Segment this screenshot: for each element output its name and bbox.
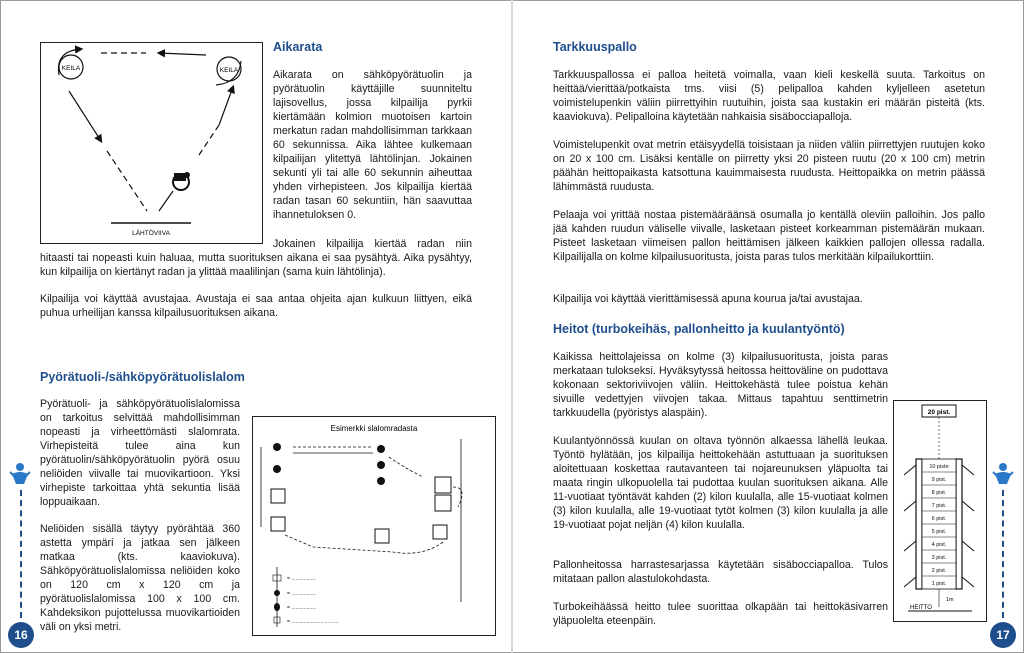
heitot-paragraph-4: Turbokeihäässä heitto tulee suorittaa olkapään tai heittokäsivarren yläpuolelta eteenpäin. <box>553 601 888 627</box>
tarkkuuspallo-scoring-diagram <box>893 400 987 622</box>
score-row-3: 3 pist. <box>931 555 947 561</box>
score-row-2: 2 pist. <box>931 568 947 574</box>
legend <box>273 567 339 627</box>
aikarata-paragraph-2: Jokainen kilpailija kiertää radan niin hitaasti tai nopeasti kuin haluaa, mutta suorituksen aikana ei saa pysähtyä. Aika pysähtyy, kun kilpailija on kiertänyt radan ja ylittää maalilinjan (sama kuin lähtölinja). <box>40 238 472 278</box>
wheelchair-icon <box>173 172 190 190</box>
slalom-paragraph-2: Neliöiden sisällä täytyy pyörähtää 360 astetta ympäri ja jatkaa sen jälkeen matkaa (kts. kaaviokuva). Sähköpyörätuolislalomissa neliöiden koko on 120 cm x 120 cm ja pyörätuolislalomissa 100 x 100 cm. Kahdeksikon pujottelussa muovikartioiden väli on yksi metri. <box>40 523 240 633</box>
aikarata-heading: Aikarata <box>273 40 323 54</box>
slalom-course-svg <box>253 417 495 635</box>
legend-item-2: = .................. <box>287 591 317 597</box>
aikarata-paragraph-3: Kilpailija voi käyttää avustajaa. Avustaja ei saa antaa ohjeita ajan kulkuun liittyen, eikä puhua urheilijan kanssa kilpailusuorituksen aikana. <box>40 293 472 319</box>
legend-item-3: = .................. <box>287 605 317 611</box>
score-row-9: 9 pist. <box>931 477 947 483</box>
score-row-6: 6 pist. <box>931 516 947 522</box>
score-row-1: 1 pist. <box>931 581 947 587</box>
association-logo-icon <box>8 460 32 486</box>
distance-label: 1m <box>946 597 954 603</box>
heitot-paragraph-2: Kuulantyönnössä kuulan on oltava työnnön alkaessa lähellä leukaa. Työntö hylätään, jos kilpailija heittokehään astuttuaan ja suorituksen aloitettuaan koskettaa rautavanteen tai nojareunuksen yläpuolta tai maata ringin ulkopuolella tai pudottaa kuulan suorituksen aikana. Alle 11-vuotiaat työntävät kahden (2) kilon kuulalla, alle 15-vuotiaat kolmen (3) kilon kuulalla, alle 19-vuotiaat tytöt kolmen (3) kilon kuulalla ja alle 19-vuotiaat pojat neljän (4) kilon kuulalla. <box>553 435 888 531</box>
aikarata-triangle-svg <box>41 43 262 243</box>
score-top-label: 20 pist. <box>927 409 951 416</box>
scoring-grid-svg <box>894 401 986 621</box>
page-gutter <box>511 0 513 653</box>
aikarata-paragraph-1: Aikarata on sähköpyörätuolin ja pyörätuolin käyttäjille suunniteltu lajisovellus, jossa kilpailija pyrkii kiertämään kolmion muotoisen kartoin merkatun radan mahdollisimman tarkkaan 60 sekunnissa. Aika lähtee kulkemaan kilpailijan ylitettyä lähtölinjan. Jokainen sekunti yli tai alle 60 sekunnin aiheuttaa yhden virhepisteen. Jos kilpailija kiertää radan tasan 60 sekuntiin, hän saavuttaa ihannetuloksen 0. <box>273 69 472 221</box>
tarkkuuspallo-paragraph-4: Kilpailija voi käyttää vierittämisessä apuna kourua ja/tai avustajaa. <box>553 293 863 305</box>
tarkkuuspallo-paragraph-3: Pelaaja voi yrittää nostaa pistemääräänsä osumalla jo kentällä oleviin palloihin. Jos pallo jää kahden ruudun väliselle viivalle, lasketaan pisteet korkeamman pistemäärän mukaan. Pisteet lasketaan viimeisen pallon heittämisen jälkeen kaikkien pallojen ollessa radalla. Kilpailijalla on kolme kilpailusuoritusta, joista paras tulos merkitään kilpailukorttiin. <box>553 209 985 263</box>
left-dashed-rule <box>20 490 22 618</box>
bench-right <box>956 459 962 589</box>
legend-item-4: = .................................. <box>287 619 339 625</box>
bench-left <box>916 459 922 589</box>
slalom-figure-title: Esimerkki slalomradasta <box>330 424 418 433</box>
association-logo-icon-right <box>991 460 1015 486</box>
slalom-heading: Pyörätuoli-/sähköpyörätuolislalom <box>40 370 245 384</box>
page-number-right: 17 <box>990 622 1016 648</box>
throw-line-label: HEITTO <box>910 605 932 611</box>
legend-item-1: = .................. <box>287 576 317 582</box>
heitot-heading: Heitot (turbokeihäs, pallonheitto ja kuulantyöntö) <box>553 322 845 336</box>
tarkkuuspallo-heading: Tarkkuuspallo <box>553 40 637 54</box>
tarkkuuspallo-paragraph-2: Voimistelupenkit ovat metrin etäisyydellä toisistaan ja niiden väliin piirrettyjen ruutujen koko on 20 x 100 cm. Lisäksi kentälle on piirretty yksi 20 pisteen ruutu (20 x 100 cm) metrin päähän heittopaikasta katsottuna kauimmaisesta ruudusta. Heittopaikka on metrin päässä lähimmästä ruudusta. <box>553 139 985 193</box>
score-row-4: 4 pist. <box>931 542 947 548</box>
slalom-diagram <box>252 416 496 636</box>
score-row-5: 5 pist. <box>931 529 947 535</box>
score-row-8: 8 pist. <box>931 490 947 496</box>
right-dashed-rule <box>1002 490 1004 618</box>
tarkkuuspallo-paragraph-1: Tarkkuuspallossa ei palloa heitetä voimalla, vaan kieli keskellä suuta. Tarkoitus on heittää/vierittää/potkaista tms. viisi (5) pelipalloa kahden kyljelleen asetetun voimistelupenkin väliin piirrettyihin ruutuihin, joista saa kustakin eri määrän pisteitä (kts. kaaviokuva). Pelipalloina käytetään nahkaisia sisäbocciapalloja. <box>553 69 985 123</box>
slalom-paragraph-1: Pyörätuoli- ja sähköpyörätuolislalomissa on tarkoitus selvittää mahdollisimman nopeasti ja virheettömästi slalomrata. Virhepisteitä tulee aina kun pyörätuolin/sähköpyörätuolin pyörä osuu neliöiden viivalle tai muovikartioon. Yksi virhepiste tarkoittaa yhtä sekuntia lisää loppuaikaan. <box>40 398 240 508</box>
heitot-paragraph-3: Pallonheitossa harrastesarjassa käytetään sisäbocciapalloa. Tulos mitataan pallon alastulokohdasta. <box>553 559 888 585</box>
cone-right-label: KEILA <box>219 67 239 74</box>
aikarata-diagram <box>40 42 263 244</box>
heitot-paragraph-1: Kaikissa heittolajeissa on kolme (3) kilpailusuoritusta, joista paras merkataan tulokseksi. Hyväksytyssä heitossa heittoväline on pudottava kokonaan sektoriviivojen väliin. Heittokehästä tulee poistua kehän sivuille vedettyjen viivojen takaa. Mittaus tapahtuu senttimetrin tarkkuudella (pyöristys alaspäin). <box>553 351 888 419</box>
score-row-10: 10 piste <box>929 464 949 470</box>
score-row-7: 7 pist. <box>931 503 947 509</box>
slalom-squares <box>271 477 451 543</box>
cone-markers <box>273 443 385 485</box>
start-line-label: LÄHTÖVIIVA <box>132 230 170 237</box>
cone-left-label: KEILA <box>61 65 81 72</box>
page-number-left: 16 <box>8 622 34 648</box>
